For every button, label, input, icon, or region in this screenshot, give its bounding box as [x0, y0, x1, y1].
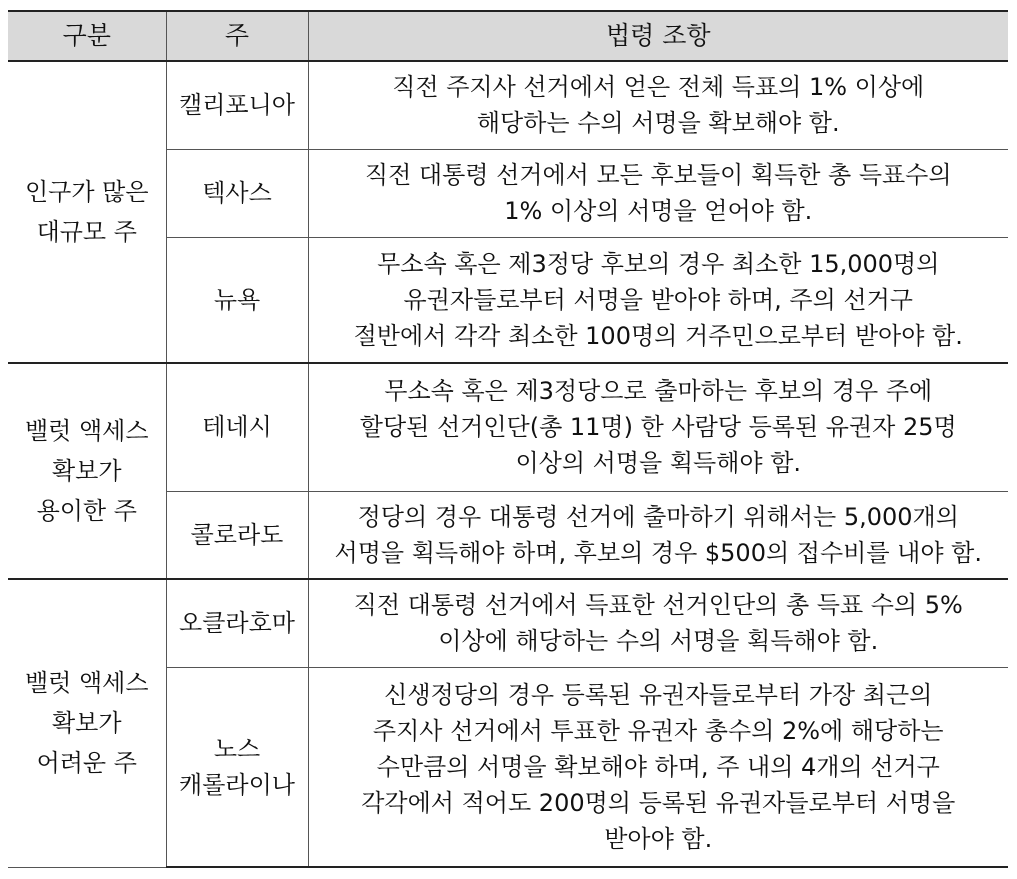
table-row [8, 579, 1008, 667]
law-line: 받아야 함. [604, 824, 713, 853]
table-row [8, 61, 1008, 149]
law-cell-north-carolina [308, 667, 1008, 867]
law-cell-new-york [308, 237, 1008, 363]
law-line: 수만큼의 서명을 확보해야 하며, 주 내의 4개의 선거구 [376, 752, 940, 781]
law-cell-texas [308, 149, 1008, 237]
law-line: 절반에서 각각 최소한 100명의 거주민으로부터 받아야 함. [353, 321, 963, 350]
category-line: 인구가 많은 [24, 178, 149, 206]
category-line: 밸럿 액세스 [24, 417, 149, 445]
state-cell-north-carolina [166, 667, 308, 867]
header-category: 구분 [8, 11, 166, 61]
law-line: 이상에 해당하는 수의 서명을 획득해야 함. [438, 627, 879, 656]
law-line: 직전 대통령 선거에서 득표한 선거인단의 총 득표 수의 5% [353, 591, 963, 620]
state-cell-texas [166, 149, 308, 237]
state-name: 오클라호마 [179, 609, 295, 638]
law-cell-colorado [308, 491, 1008, 579]
category-cell-hard-access [8, 579, 166, 867]
table-row [8, 363, 1008, 491]
law-cell-california [308, 61, 1008, 149]
category-line: 대규모 주 [36, 218, 137, 246]
category-cell-easy-access [8, 363, 166, 579]
category-line: 어려운 주 [36, 749, 137, 778]
law-line: 주지사 선거에서 투표한 유권자 총수의 2%에 해당하는 [372, 716, 944, 745]
law-line: 해당하는 수의 서명을 확보해야 함. [476, 109, 840, 138]
law-line: 서명을 획득해야 하며, 후보의 경우 $500의 접수비를 내야 함. [334, 538, 982, 567]
state-name: 콜로라도 [190, 520, 284, 549]
state-cell-colorado [166, 491, 308, 579]
law-line: 직전 주지사 선거에서 얻은 전체 득표의 1% 이상에 [392, 73, 925, 102]
category-cell-populous [8, 61, 166, 363]
law-line: 할당된 선거인단(총 11명) 한 사람당 등록된 유권자 25명 [359, 413, 957, 442]
law-line: 1% 이상의 서명을 얻어야 함. [504, 197, 813, 225]
category-line: 밸럿 액세스 [24, 669, 149, 698]
law-line: 이상의 서명을 획득해야 함. [515, 449, 802, 478]
law-line: 무소속 혹은 제3정당으로 출마하는 후보의 경우 주에 [384, 377, 933, 406]
state-cell-california [166, 61, 308, 149]
state-name: 캐롤라이나 [179, 770, 295, 799]
law-cell-tennessee [308, 363, 1008, 491]
category-line: 확보가 [51, 709, 122, 738]
table-header-row [8, 11, 1008, 61]
header-law-provision: 법령 조항 [308, 11, 1008, 61]
state-cell-oklahoma [166, 579, 308, 667]
header-state: 주 [166, 11, 308, 61]
law-line: 직전 대통령 선거에서 모든 후보들이 획득한 총 득표수의 [364, 161, 952, 189]
state-name: 노스 [213, 734, 261, 763]
state-name: 뉴욕 [213, 285, 261, 314]
category-line: 용이한 주 [36, 497, 137, 525]
law-cell-oklahoma [308, 579, 1008, 667]
state-name: 캘리포니아 [179, 91, 295, 120]
law-line: 신생정당의 경우 등록된 유권자들로부터 가장 최근의 [384, 680, 933, 709]
state-name: 텍사스 [202, 179, 272, 207]
category-line: 확보가 [51, 457, 122, 485]
law-line: 유권자들로부터 서명을 받아야 하며, 주의 선거구 [403, 285, 913, 314]
law-line: 무소속 혹은 제3정당 후보의 경우 최소한 15,000명의 [377, 249, 940, 278]
law-line: 각각에서 적어도 200명의 등록된 유권자들로부터 서명을 [361, 788, 956, 817]
state-cell-new-york [166, 237, 308, 363]
state-cell-tennessee [166, 363, 308, 491]
state-name: 테네시 [202, 413, 272, 442]
law-line: 정당의 경우 대통령 선거에 출마하기 위해서는 5,000개의 [357, 502, 959, 531]
ballot-access-law-table [8, 10, 1008, 868]
